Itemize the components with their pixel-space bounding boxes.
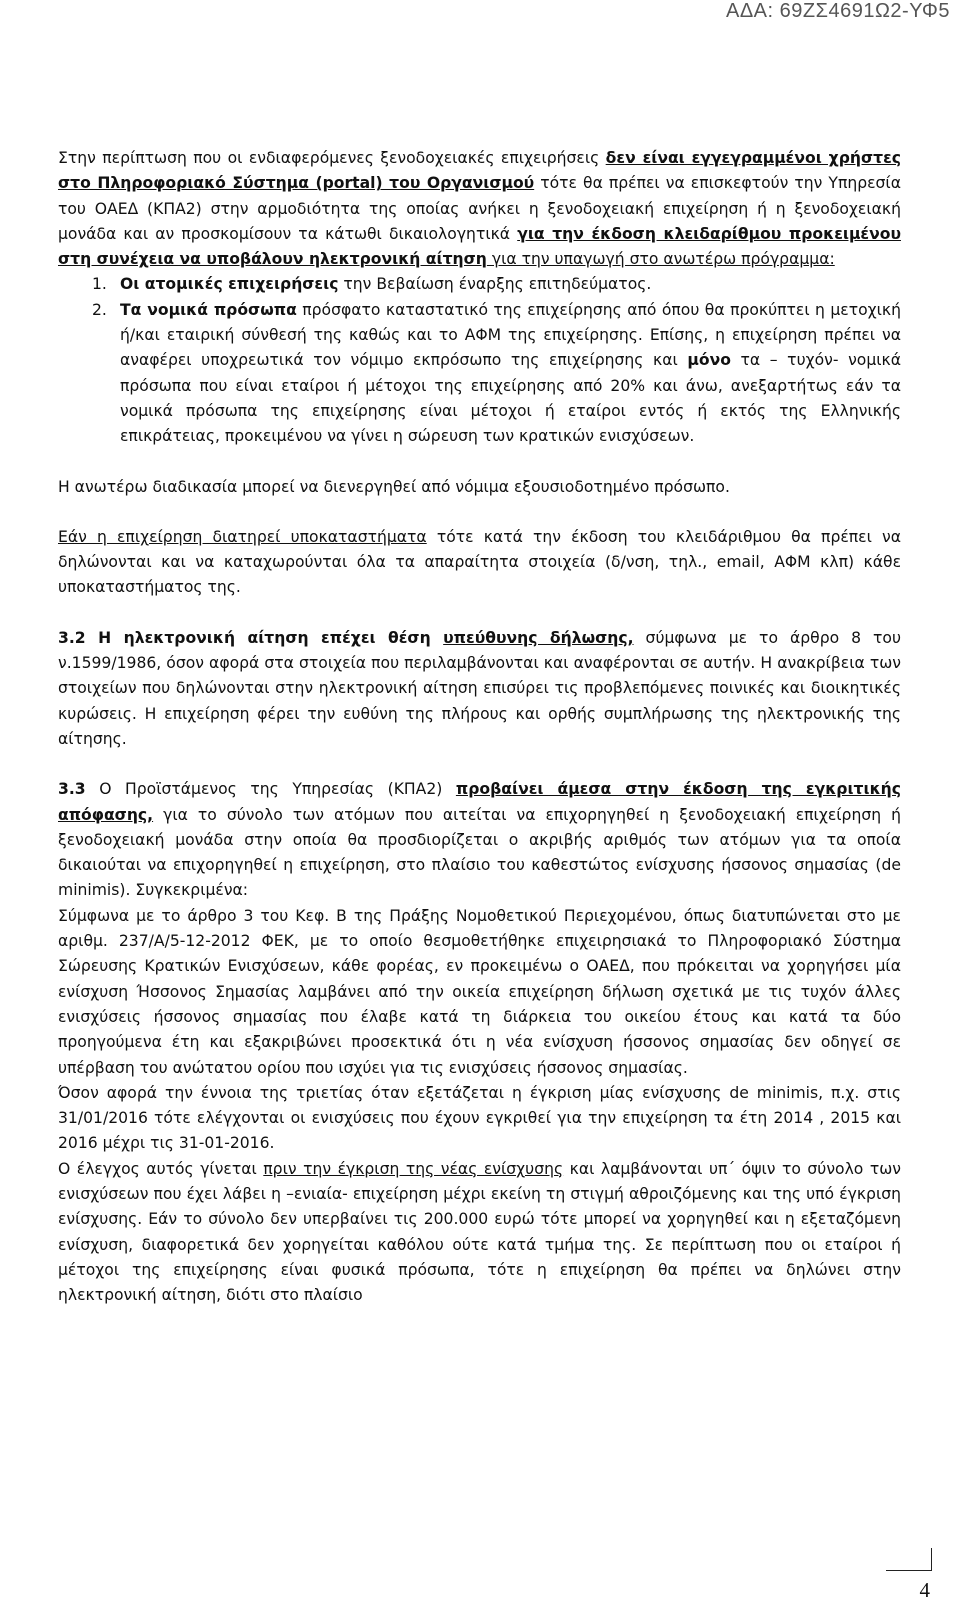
paragraph-authorized: Η ανωτέρω διαδικασία μπορεί να διενεργηθεί από νόμιμα εξουσιοδοτημένο πρόσωπο. xyxy=(58,477,730,496)
list-number: 1. xyxy=(92,275,107,294)
bold-text: μόνο xyxy=(687,351,731,370)
list-item xyxy=(58,298,901,450)
text: και λαμβάνονται υπ΄ όψιν το σύνολο των ενισχύσεων που έχει λάβει η –ενιαία- επιχείρηση μέχρι εκείνη τη στιγμή αθροιζόμενης και της υπό έγκριση ενίσχυσης. Εάν το σύνολο δεν υπερβαίνει τις 200.000 ευρώ τότε μπορεί να χορηγηθεί και η εξεταζόμενη ενίσχυση, διαφορετικά δεν χορηγείται καθόλου ούτε κατά τμήμα της. Σε περίπτωση που οι εταίροι ή μέτοχοι της επιχείρησης είναι φυσικά πρόσωπα, τότε η επιχείρηση θα πρέπει να δηλώνει στην ηλεκτρονική αίτηση, διότι στο πλαίσιο xyxy=(58,1159,902,1305)
page-corner-line xyxy=(886,1570,932,1571)
text: Στην περίπτωση που οι ενδιαφερόμενες ξενοδοχειακές επιχειρήσεις xyxy=(58,149,606,167)
list-number: 2. xyxy=(92,300,107,319)
text: τα – τυχόν- νομικά πρόσωπα που είναι εταίροι ή μέτοχοι της επιχείρησης από 20% και άνω, ανεξαρτήτως εάν τα νομικά πρόσωπα της επιχείρησης είναι μέτοχοι ή εταίροι εντός ή εκτός της Ελληνικής επικράτειας, προκειμένου να γίνει η σώρευση των κρατικών ενισχύσεων. xyxy=(120,351,901,446)
bold-underlined-text: υπεύθυνης δήλωσης, xyxy=(443,628,634,647)
bold-text: 3.3 xyxy=(58,780,86,799)
section-3-2 xyxy=(58,626,901,752)
underlined-text: για την υπαγωγή στο ανωτέρω πρόγραμμα: xyxy=(486,250,835,269)
page-number: 4 xyxy=(919,1578,930,1602)
list-item xyxy=(58,272,901,297)
bold-text: Τα νομικά πρόσωπα xyxy=(120,300,297,319)
bold-underlined-text: δεν είναι εγγεγραμμένοι χρήστες στο Πληροφοριακό Σύστημα (portal) του Οργανισμού xyxy=(58,149,901,193)
ada-code: ΑΔΑ: 69ΖΣ4691Ω2-ΥΦ5 xyxy=(725,0,950,22)
text: πρόσφατο καταστατικό της επιχείρησης από όπου θα προκύπτει η μετοχική ή/και εταιρική σύνθεσή της καθώς και το ΑΦΜ της επιχείρησης. Επίσης, η επιχείρηση πρέπει να αναφέρει υποχρεωτικά τον νόμιμο εκπρόσωπο της επιχείρησης και xyxy=(120,300,901,370)
page-corner-mark xyxy=(931,1548,932,1570)
text: για το σύνολο των ατόμων που αιτείται να επιχορηγηθεί η ξενοδοχειακή επιχείρηση ή ξενοδοχειακή μονάδα στην οποία θα προσδιορίζεται ο ακριβής αριθμός των ατόμων για τα οποία δικαιούται να επιχορηγηθεί η επιχείρηση, στο πλαίσιο του καθεστώτος ενίσχυσης ήσσονος σημασίας (de minimis). Συγκεκριμένα: xyxy=(58,805,901,900)
bold-underlined-text: για την έκδοση κλειδαρίθμου προκειμένου στη συνέχεια να υποβάλουν ηλεκτρονική αίτηση xyxy=(58,224,901,269)
underlined-text: πριν την έγκριση της νέας ενίσχυσης xyxy=(263,1159,564,1178)
text: τότε θα πρέπει να επισκεφτούν την Υπηρεσία του ΟΑΕΔ (ΚΠΑ2) στην αρμοδιότητα της οποίας ανήκει η ξενοδοχειακή επιχείρηση ή η ξενοδοχειακή μονάδα και αν προσκομίσουν τα κάτωθι δικαιολογητικά xyxy=(58,174,901,243)
document-body xyxy=(58,146,901,1308)
text: τότε κατά την έκδοση του κλειδάριθμου θα πρέπει να δηλώνονται και να καταχωρούνται όλα τα απαραίτητα στοιχεία (δ/νση, τηλ., email, ΑΦΜ κλπ) κάθε υποκαταστήματος της. xyxy=(58,527,901,597)
paragraph-triennium: Όσον αφορά την έννοια της τριετίας όταν εξετάζεται η έγκριση μίας ενίσχυσης de minimis, π.χ. στις 31/01/2016 τότε ελέγχονται οι ενισχύσεις που έχουν εγκριθεί για την επιχείρηση τα έτη 2014 , 2015 και 2016 μέχρι τις 31-01-2016. xyxy=(58,1083,901,1153)
bold-underlined-text: προβαίνει άμεσα στην έκδοση της εγκριτικής απόφασης, xyxy=(58,780,901,824)
text: Ο έλεγχος αυτός γίνεται xyxy=(58,1159,264,1178)
requirements-list xyxy=(58,272,901,449)
bold-text: Οι ατομικές επιχειρήσεις xyxy=(120,275,339,294)
list-text xyxy=(120,272,901,297)
paragraph-intro xyxy=(58,146,901,272)
text: Ο Προϊστάμενος της Υπηρεσίας (ΚΠΑ2) xyxy=(85,780,456,799)
text: σύμφωνα με το άρθρο 8 του ν.1599/1986, όσον αφορά στα στοιχεία που περιλαμβάνονται και αναφέρονται σε αυτήν. Η ανακρίβεια των στοιχείων που δηλώνονται στην ηλεκτρονική αίτηση επισύρει τις προβλεπόμενες ποινικές και διοικητικές κυρώσεις. Η επιχείρηση φέρει την ευθύνη της πλήρους και ορθής συμπλήρωσης της ηλεκτρονικής της αίτησης. xyxy=(58,628,901,748)
section-3-3 xyxy=(58,777,901,903)
underlined-text: Εάν η επιχείρηση διατηρεί υποκαταστήματα xyxy=(58,527,427,546)
list-text xyxy=(120,298,901,450)
text: την Βεβαίωση έναρξης επιτηδεύματος. xyxy=(338,275,652,294)
paragraph-check xyxy=(58,1157,901,1309)
paragraph-branches xyxy=(58,525,901,601)
bold-text: 3.2 Η ηλεκτρονική αίτηση επέχει θέση xyxy=(58,628,444,647)
paragraph-de-minimis-law: Σύμφωνα με το άρθρο 3 του Κεφ. Β της Πράξης Νομοθετικού Περιεχομένου, όπως διατυπώνεται στο με αριθμ. 237/Α/5-12-2012 ΦΕΚ, με το οποίο θεσμοθετήθηκε επιχειρησιακά το Πληροφοριακό Σύστημα Σώρευσης Κρατικών Ενισχύσεων, κάθε φορέας, εν προκειμένω ο ΟΑΕΔ, που πρόκειται να χορηγήσει μία ενίσχυση Ήσσονος Σημασίας λαμβάνει από την οικεία επιχείρηση δήλωση σχετικά με τις τυχόν άλλες ενισχύσεις ήσσονος σημασίας που έλαβε κατά τη διάρκεια του οικείου έτους και κατά τα δύο προηγούμενα έτη και εξακριβώνει προσεκτικά ότι η νέα ενίσχυση ήσσονος σημασίας δεν οδηγεί σε υπέρβαση του ανώτατου ορίου που ισχύει για τις ενισχύσεις ήσσονος σημασίας. xyxy=(58,906,901,1077)
